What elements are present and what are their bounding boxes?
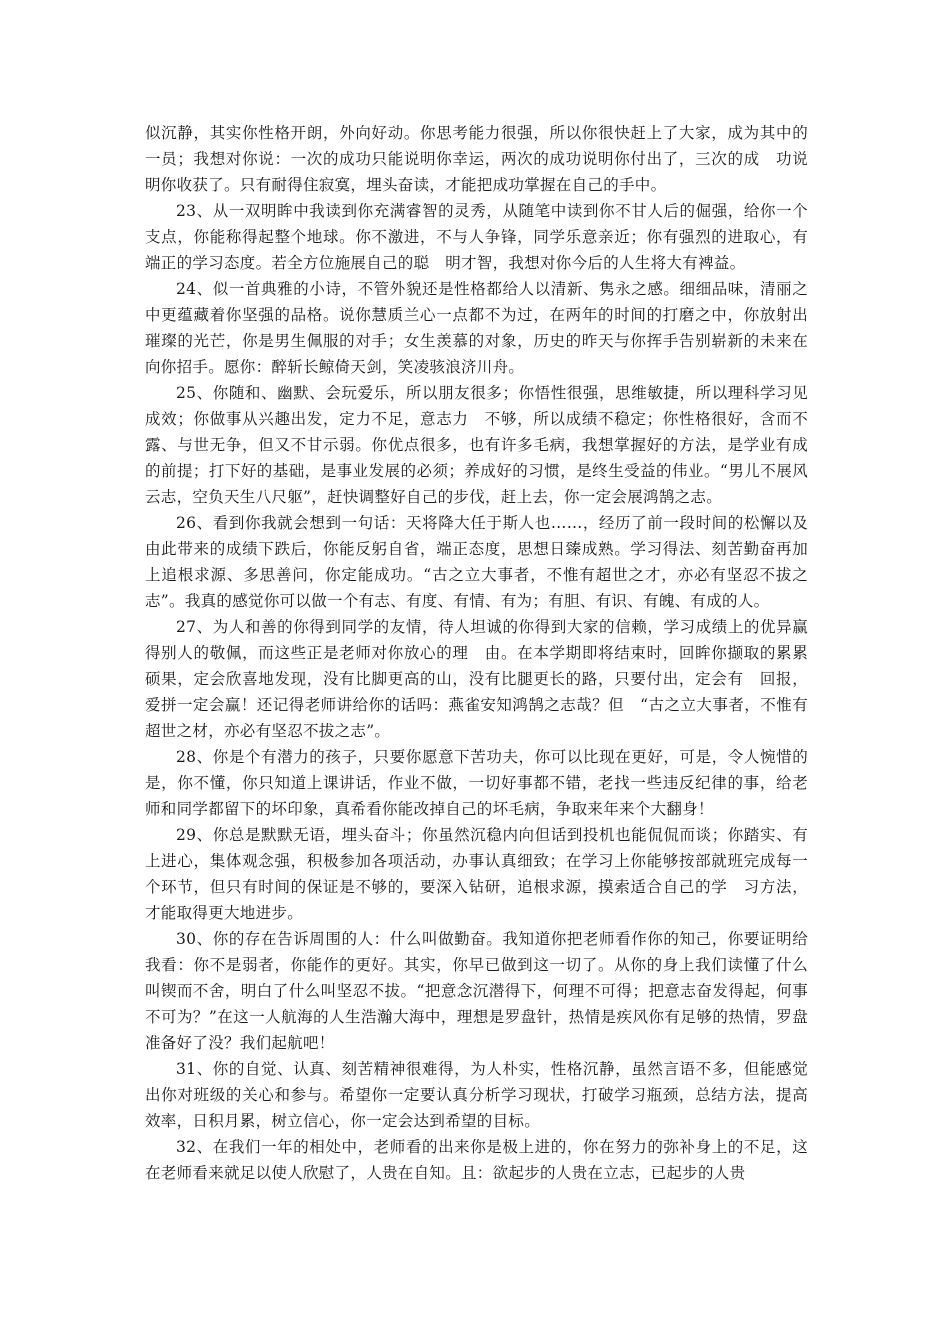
paragraph-29: 29、你总是默默无语，埋头奋斗；你虽然沉稳内向但话到投机也能侃侃而谈；你踏实、有上进心，集体观念强，积极参加各项活动，办事认真细致；在学习上你能够按部就班完成每一个环节，但只有时间的保证是不够的，要深入钻研，追根求源，摸索适合自己的学 习方法，才能取得更大地进步。 xyxy=(145,826,808,922)
paragraph-24: 24、似一首典雅的小诗，不管外貌还是性格都给人以清新、隽永之感。细细品味，清丽之中更蕴藏着你坚强的品格。说你慧质兰心一点都不为过，在两年的时间的打磨之中，你放射出璀璨的光芒，你是男生佩服的对手；女生羡慕的对象，历史的昨天与你挥手告别崭新的未来在向你招手。愿你：醉斩长鲸倚天剑，笑凌骇浪济川舟。 xyxy=(145,280,808,376)
paragraph-32: 32、在我们一年的相处中，老师看的出来你是极上进的，你在努力的弥补身上的不足，这在老师看来就足以使人欣慰了，人贵在自知。且：欲起步的人贵在立志，已起步的人贵 xyxy=(145,1138,808,1182)
paragraph-25: 25、你随和、幽默、会玩爱乐，所以朋友很多；你悟性很强，思维敏捷，所以理科学习见成效；你做事从兴趣出发，定力不足，意志力 不够，所以成绩不稳定；你性格很好，含而不露、与世无争，但又不甘示弱。你优点很多，也有许多毛病，我想掌握好的方法，是学业有成的前提；打下好的基础，是事业发展的必须；养成好的习惯，是终生受益的伟业。“男儿不展风云志，空负天生八尺躯”，赶快调整好自己的步伐，赶上去，你一定会展鸿鹄之志。 xyxy=(145,384,808,506)
paragraph-26: 26、看到你我就会想到一句话：天将降大任于斯人也……，经历了前一段时间的松懈以及由此带来的成绩下跌后，你能反躬自省，端正态度，思想日臻成熟。学习得法、刻苦勤奋再加上追根求源、多思善问，你定能成功。“古之立大事者，不惟有超世之才，亦必有坚忍不拔之志”。我真的感觉你可以做一个有志、有度、有情、有为；有胆、有识、有魄、有成的人。 xyxy=(145,514,808,610)
paragraph-28: 28、你是个有潜力的孩子，只要你愿意下苦功夫，你可以比现在更好，可是，令人惋惜的是，你不懂，你只知道上课讲话，作业不做，一切好事都不错，老找一些违反纪律的事，给老师和同学都留下的坏印象，真希看你能改掉自己的坏毛病，争取来年来个大翻身！ xyxy=(145,748,808,818)
document-body xyxy=(145,120,808,1186)
paragraph-23: 23、从一双明眸中我读到你充满睿智的灵秀，从随笔中读到你不甘人后的倔强，给你一个支点，你能称得起整个地球。你不激进，不与人争锋，同学乐意亲近；你有强烈的进取心，有端正的学习态度。若全方位施展自己的聪 明才智，我想对你今后的人生将大有裨益。 xyxy=(145,202,808,272)
paragraph-continued: 似沉静，其实你性格开朗，外向好动。你思考能力很强，所以你很快赶上了大家，成为其中的一员；我想对你说：一次的成功只能说明你幸运，两次的成功说明你付出了，三次的成 功说明你收获了。只有耐得住寂寞，埋头奋读，才能把成功掌握在自己的手中。 xyxy=(145,124,808,194)
paragraph-27: 27、为人和善的你得到同学的友情，待人坦诚的你得到大家的信赖，学习成绩上的优异赢得别人的敬佩，而这些正是老师对你放心的理 由。在本学期即将结束时，回眸你撷取的累累硕果，定会欣喜地发现，没有比脚更高的山，没有比腿更长的路，只要付出，定会有 回报，爱拼一定会赢！还记得老师讲给你的话吗：燕雀安知鸿鹄之志哉？但 “古之立大事者，不惟有超世之材，亦必有坚忍不拔之志”。 xyxy=(145,618,808,740)
paragraph-30: 30、你的存在告诉周围的人：什么叫做勤奋。我知道你把老师看作你的知己，你要证明给我看：你不是弱者，你能作的更好。其实，你早已做到这一切了。从你的身上我们读懂了什么叫锲而不舍，明白了什么叫坚忍不拔。“把意念沉潜得下，何理不可得；把意志奋发得起，何事不可为？”在这一人航海的人生浩瀚大海中，理想是罗盘针，热情是疾风你有足够的热情，罗盘准备好了没？我们起航吧！ xyxy=(145,930,808,1052)
paragraph-31: 31、你的自觉、认真、刻苦精神很难得，为人朴实，性格沉静，虽然言语不多，但能感觉出你对班级的关心和参与。希望你一定要认真分析学习现状，打破学习瓶颈，总结方法，提高效率，日积月累，树立信心，你一定会达到希望的目标。 xyxy=(145,1060,808,1130)
